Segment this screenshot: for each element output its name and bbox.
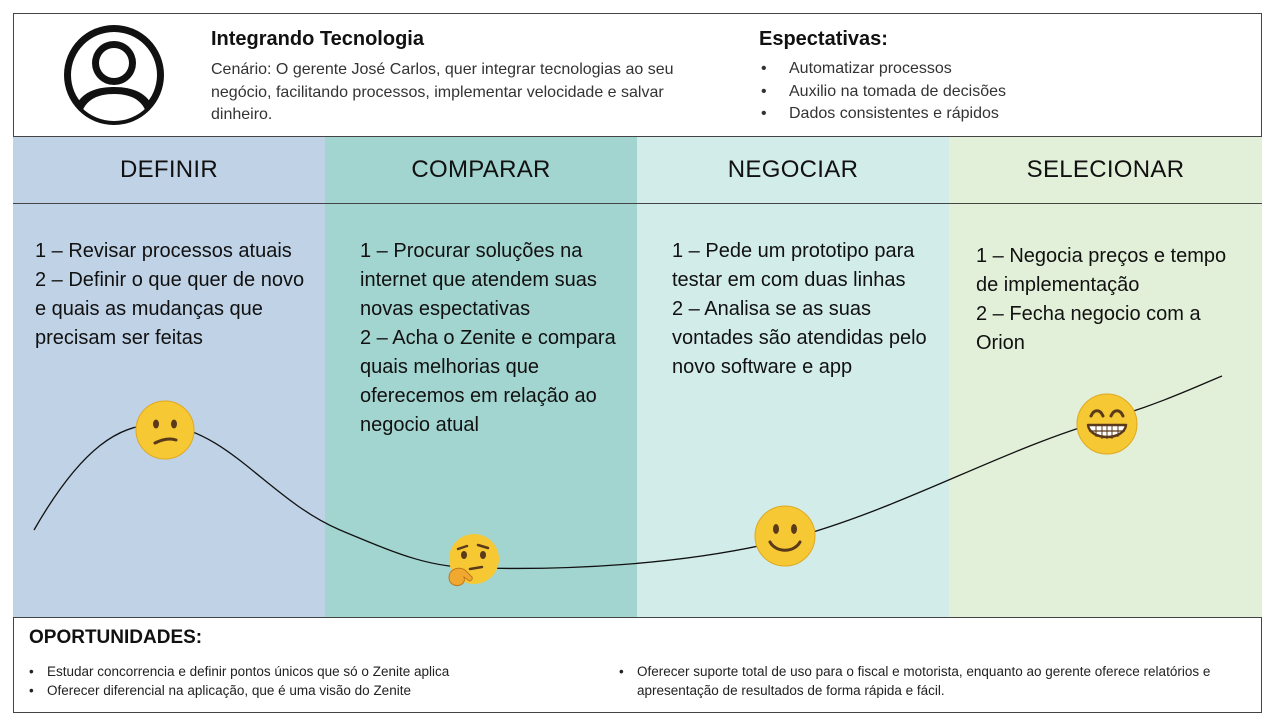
opportunities-section — [13, 617, 1262, 713]
user-avatar-icon — [58, 25, 174, 125]
opportunity-item: • Oferecer diferencial na aplicação, que é uma visão do Zenite — [29, 681, 589, 700]
opportunities-title: OPORTUNIDADES: — [29, 627, 203, 648]
stage-steps: 1 – Pede um prototipo para testar em com duas linhas 2 – Analisa se as suas vontades são atendidas pelo novo software e app — [672, 240, 927, 378]
opportunities-list-left — [29, 662, 589, 700]
stage-steps: 1 – Revisar processos atuais 2 – Definir o que quer de novo e quais as mudanças que precisam ser feitas — [35, 240, 305, 349]
confused-face-icon — [135, 400, 195, 460]
opportunity-item: • Estudar concorrencia e definir pontos únicos que só o Zenite aplica — [29, 662, 589, 681]
grinning-face-icon — [1076, 393, 1138, 455]
expectation-item: • Automatizar processos — [759, 58, 1006, 81]
expectation-item: • Auxilio na tomada de decisões — [759, 81, 1006, 104]
stage-title: DEFINIR — [13, 137, 325, 204]
expectations-title: Espectativas: — [759, 28, 888, 50]
persona-header — [13, 13, 1262, 137]
smiling-face-icon — [754, 505, 816, 567]
expectation-item: • Dados consistentes e rápidos — [759, 103, 1006, 126]
stage-title: COMPARAR — [325, 137, 637, 204]
opportunity-item: • Oferecer suporte total de uso para o fiscal e motorista, enquanto ao gerente oferece relatórios e apresentação de resultados de forma rápida e fácil. — [619, 662, 1219, 700]
stage-steps: 1 – Negocia preços e tempo de implementação 2 – Fecha negocio com a Orion — [976, 245, 1227, 354]
stage-title: NEGOCIAR — [637, 137, 949, 204]
opportunities-list-right — [619, 662, 1219, 700]
stage-title: SELECIONAR — [949, 137, 1262, 204]
stage-steps: 1 – Procurar soluções na internet que atendem suas novas espectativas 2 – Acha o Zenite e compara quais melhorias que oferecemos em relação ao negocio atual — [360, 240, 616, 436]
scenario-text: Cenário: O gerente José Carlos, quer integrar tecnologias ao seu negócio, facilitando processos, implementar velocidade e salvar dinheiro. — [211, 61, 674, 123]
stage-definir — [13, 137, 326, 617]
scenario-title: Integrando Tecnologia — [211, 28, 424, 50]
stage-selecionar — [949, 137, 1262, 617]
thinking-face-icon — [446, 533, 502, 589]
expectations-list — [759, 58, 1006, 126]
